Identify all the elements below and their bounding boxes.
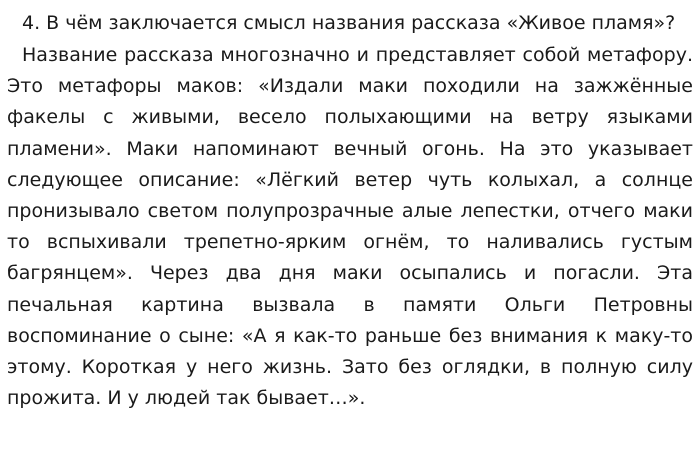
answer-paragraph: Название рассказа многозначно и представляет собой метафору. Это метафоры маков: «Издали маки походили на зажжённые факелы с живыми, весело полыхающими на ветру языками пламени». Маки напоминают вечный огонь. На это указывает следующее описание: «Лёгкий ветер чуть колыхал, а солнце пронизывало светом полупрозрачные алые лепестки, отчего маки то вспыхивали трепетно-ярким огнём, то наливались густым багрянцем». Через два дня маки осыпались и погасли. Эта печальная картина вызвала в памяти Ольги Петровны воспоминание о сыне: «А я как-то раньше без внимания к маку-то этому. Короткая у него жизнь. Зато без оглядки, в полную силу прожита. И у людей так бывает…». [7, 44, 693, 410]
question-heading: 4. В чём заключается смысл названия рассказа «Живое пламя»? [22, 12, 676, 34]
document-body [7, 8, 693, 414]
